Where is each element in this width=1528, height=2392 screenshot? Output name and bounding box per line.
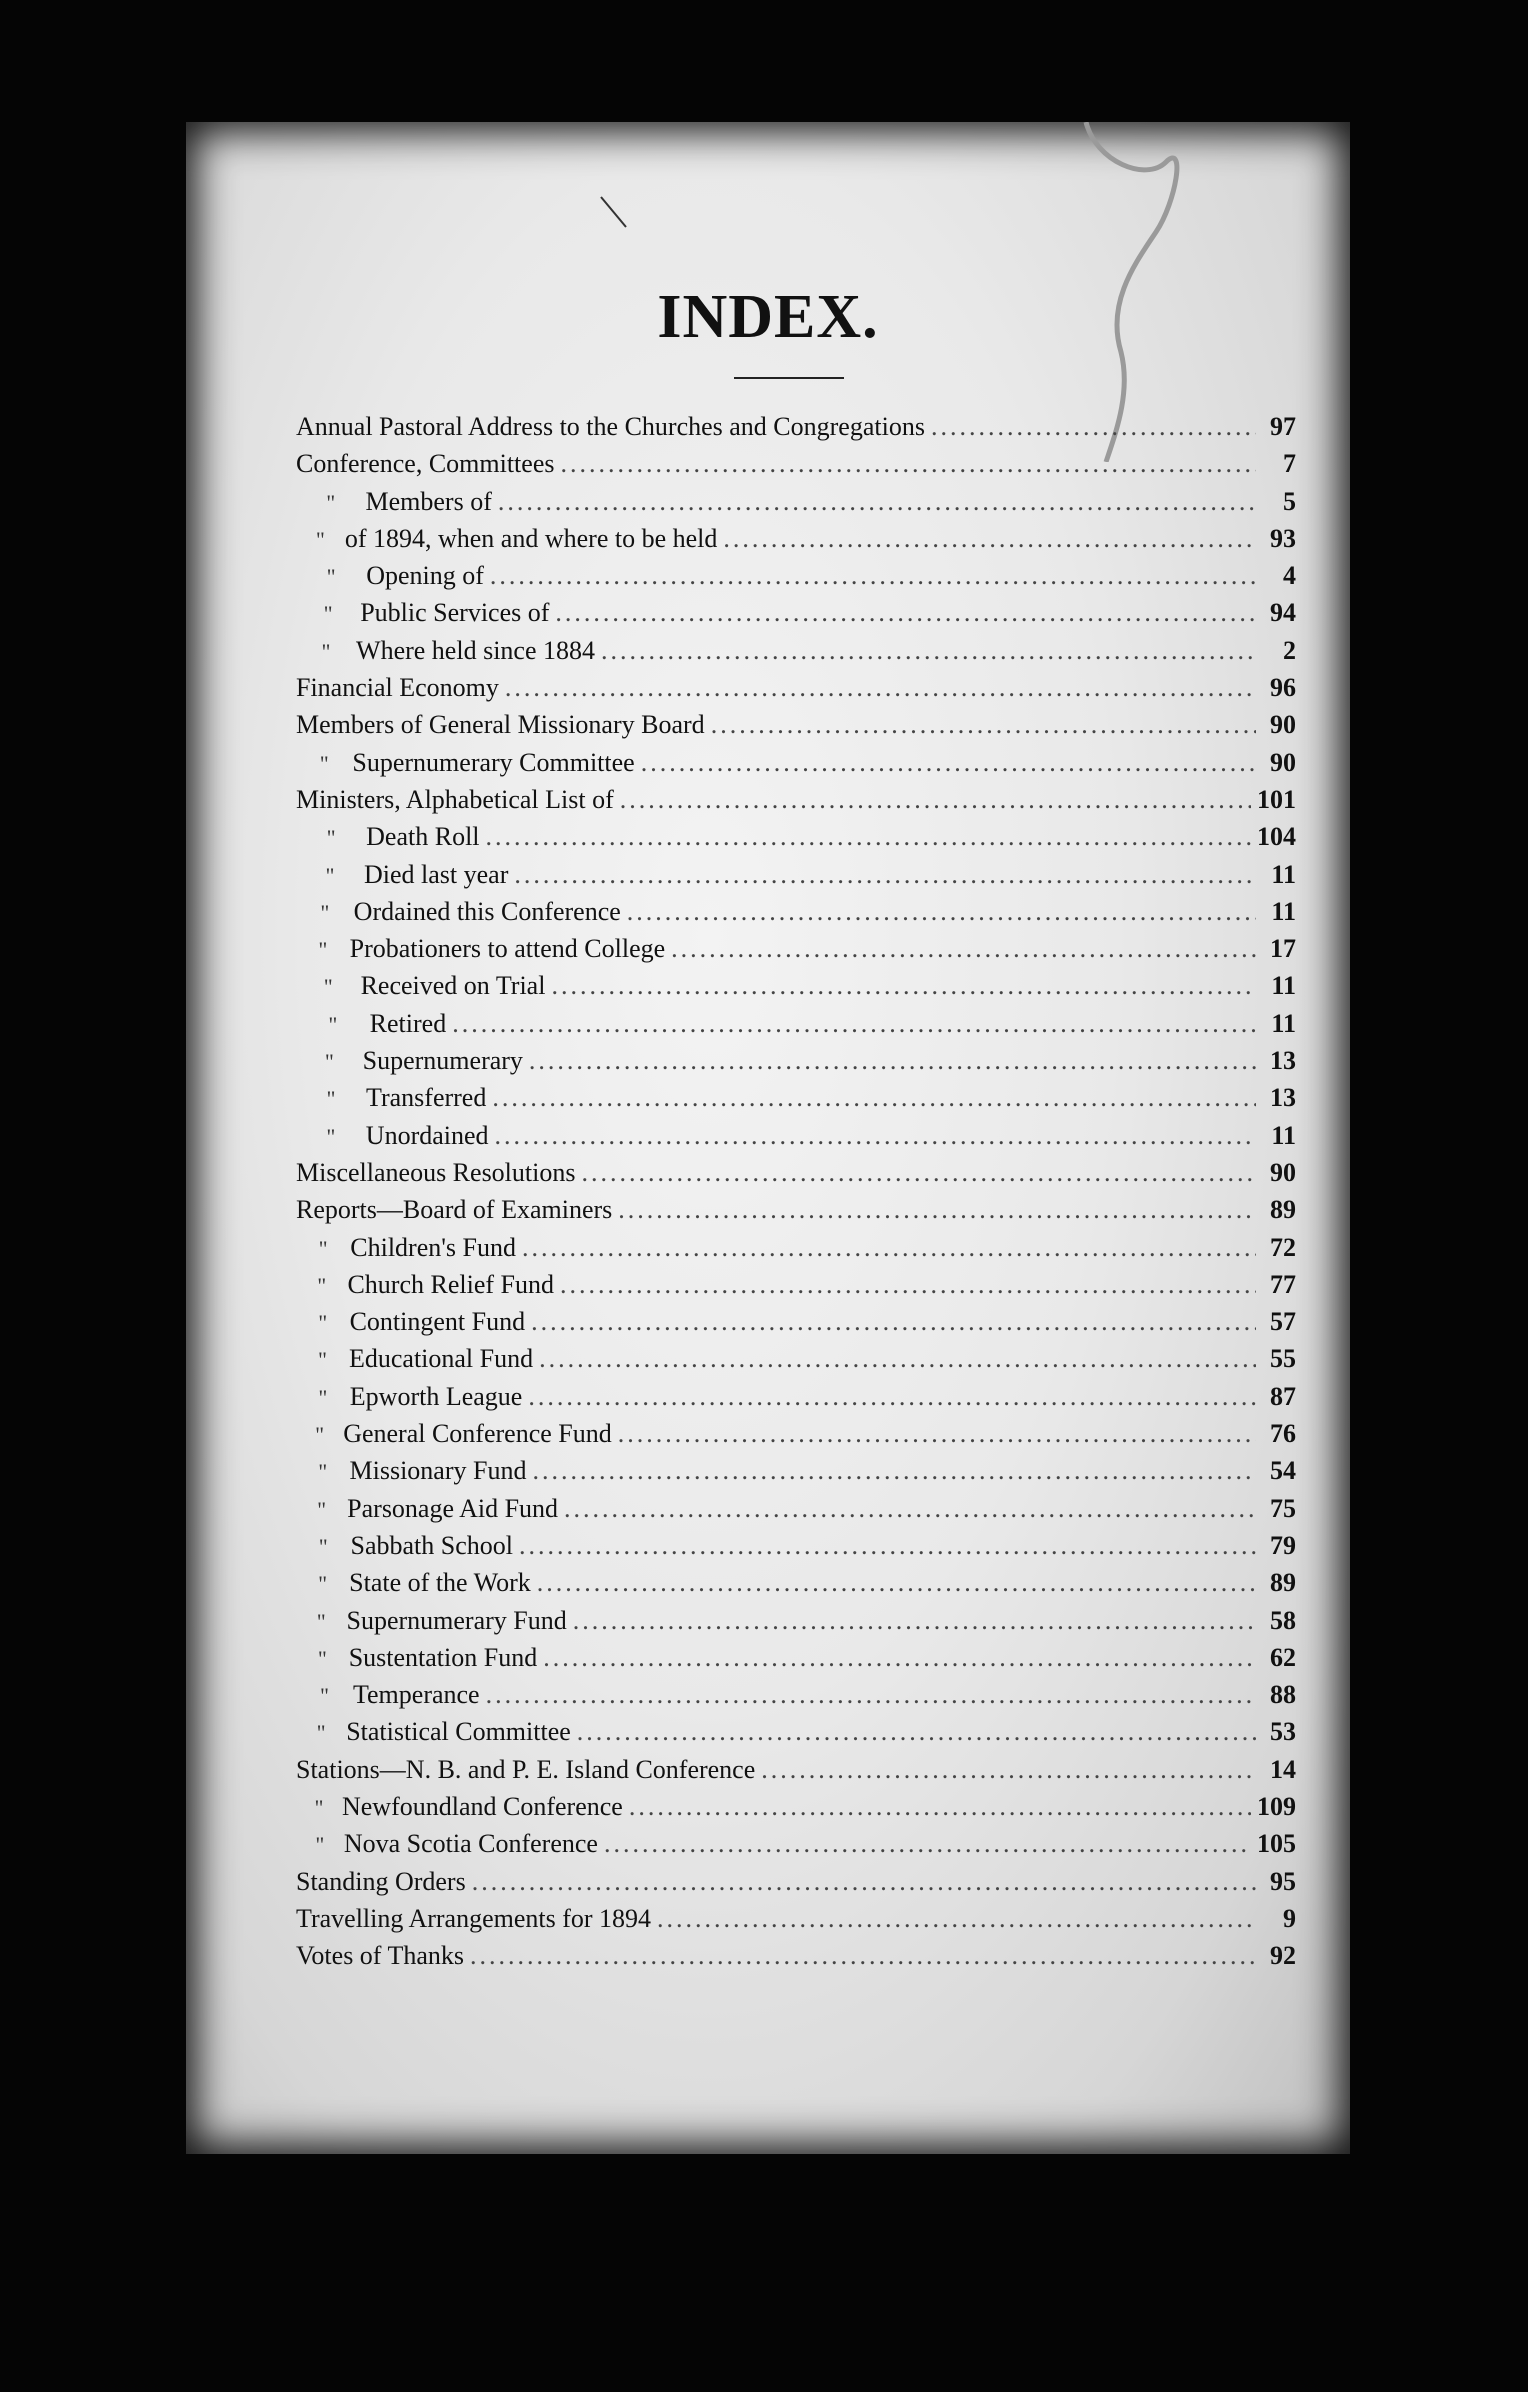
page-number: 62 — [1270, 1642, 1296, 1672]
ditto-mark: " — [317, 1645, 327, 1671]
page-number: 97 — [1270, 412, 1296, 441]
entry-label: Retired — [369, 1008, 447, 1038]
ditto-mark: " — [321, 638, 331, 664]
index-entry — [296, 822, 1296, 859]
page-number: 11 — [1271, 1120, 1296, 1150]
dot-leader — [560, 449, 1256, 479]
dot-leader — [486, 1680, 1256, 1710]
index-entry — [296, 934, 1296, 971]
ditto-mark: " — [318, 1459, 328, 1485]
index-entry — [296, 1494, 1296, 1531]
page-number: 89 — [1270, 1568, 1296, 1598]
ditto-mark: " — [316, 1720, 326, 1746]
page-number: 14 — [1270, 1754, 1296, 1784]
page-number: 54 — [1270, 1456, 1296, 1486]
page-number: 11 — [1271, 971, 1296, 1001]
index-entry — [296, 1941, 1296, 1978]
entry-label: Received on Trial — [360, 971, 546, 1001]
ditto-mark: " — [318, 1310, 328, 1336]
dot-leader — [618, 1195, 1256, 1225]
ditto-mark: " — [317, 1272, 327, 1298]
entry-label: Opening of — [366, 561, 484, 591]
page-number: 9 — [1283, 1903, 1296, 1933]
entry-label: Financial Economy — [296, 673, 499, 703]
dot-leader — [604, 1829, 1251, 1859]
ditto-mark: " — [320, 899, 330, 925]
index-entry — [296, 1046, 1296, 1083]
title-divider — [734, 377, 844, 379]
dot-leader — [539, 1344, 1256, 1374]
index-entry — [296, 1307, 1296, 1344]
ditto-mark: " — [326, 489, 336, 515]
index-entry — [296, 971, 1296, 1008]
dot-leader — [470, 1941, 1256, 1971]
dot-leader — [931, 412, 1256, 442]
dot-leader — [577, 1717, 1256, 1747]
entry-label: Standing Orders — [296, 1866, 466, 1896]
index-entry — [296, 636, 1296, 673]
entry-label: Contingent Fund — [349, 1307, 526, 1337]
page-number: 2 — [1283, 635, 1296, 665]
page-number: 11 — [1271, 859, 1296, 889]
entry-label: Ordained this Conference — [353, 896, 621, 926]
dot-leader — [543, 1643, 1256, 1673]
ditto-mark: " — [315, 526, 325, 552]
dot-leader — [711, 710, 1256, 740]
entry-label: General Conference Fund — [343, 1419, 612, 1449]
ditto-mark: " — [318, 1533, 328, 1559]
page-number: 5 — [1283, 486, 1296, 516]
ditto-mark: " — [318, 1347, 327, 1373]
page-number: 76 — [1270, 1419, 1296, 1449]
entry-label: Where held since 1884 — [356, 635, 595, 665]
page-number: 95 — [1270, 1866, 1296, 1896]
entry-label: Transferred — [366, 1083, 487, 1113]
ditto-mark: " — [323, 974, 333, 1000]
page-number: 89 — [1270, 1195, 1296, 1225]
ditto-mark: " — [326, 564, 336, 590]
ditto-mark: " — [318, 937, 328, 963]
index-entry — [296, 1195, 1296, 1232]
page-number: 79 — [1270, 1530, 1296, 1560]
index-entry — [296, 412, 1296, 449]
index-page — [186, 122, 1350, 2154]
index-entry — [296, 1456, 1296, 1493]
page-number: 101 — [1257, 784, 1296, 814]
entry-label: Conference, Committees — [296, 449, 555, 479]
ditto-mark: " — [324, 1049, 334, 1075]
index-entry — [296, 1792, 1296, 1829]
dot-leader — [657, 1904, 1256, 1934]
page-number: 92 — [1270, 1941, 1296, 1971]
entry-label: Missionary Fund — [349, 1456, 527, 1486]
entry-label: Sabbath School — [350, 1530, 513, 1560]
index-entry — [296, 748, 1296, 785]
page-number: 88 — [1270, 1680, 1296, 1710]
ditto-mark: " — [317, 1496, 327, 1522]
dot-leader — [671, 934, 1256, 964]
entry-label: Newfoundland Conference — [341, 1791, 623, 1821]
dot-leader — [601, 636, 1256, 666]
page-number: 11 — [1271, 896, 1296, 926]
ditto-mark: " — [325, 862, 335, 888]
ditto-mark: " — [318, 1571, 328, 1597]
dot-leader — [537, 1568, 1256, 1598]
dot-leader — [618, 1419, 1256, 1449]
page-number: 57 — [1270, 1307, 1296, 1337]
page-number: 13 — [1270, 1046, 1296, 1076]
ditto-mark: " — [319, 750, 329, 776]
dot-leader — [452, 1009, 1256, 1039]
entry-label: Members of General Missionary Board — [296, 710, 705, 740]
page-number: 17 — [1270, 934, 1296, 964]
dot-leader — [573, 1606, 1256, 1636]
page-title: INDEX. — [657, 283, 879, 351]
index-entry — [296, 1680, 1296, 1717]
dot-leader — [555, 598, 1256, 628]
entry-label: Church Relief Fund — [347, 1269, 554, 1299]
page-number: 90 — [1270, 747, 1296, 777]
entry-label: Nova Scotia Conference — [343, 1829, 598, 1859]
index-entry — [296, 860, 1296, 897]
page-number: 77 — [1270, 1269, 1296, 1299]
dot-leader — [498, 487, 1256, 517]
dot-leader — [627, 897, 1256, 927]
page-number: 109 — [1257, 1791, 1296, 1821]
page-number: 90 — [1270, 1157, 1296, 1187]
dot-leader — [560, 1270, 1256, 1300]
ditto-mark: " — [318, 1235, 328, 1261]
index-entry — [296, 1867, 1296, 1904]
index-entry — [296, 1717, 1296, 1754]
dot-leader — [629, 1792, 1251, 1822]
index-entry — [296, 524, 1296, 561]
index-entry — [296, 1606, 1296, 1643]
index-entry — [296, 1643, 1296, 1680]
index-entry — [296, 449, 1296, 486]
index-entry — [296, 1829, 1296, 1866]
entry-label: Travelling Arrangements for 1894 — [296, 1903, 652, 1933]
index-entry — [296, 1904, 1296, 1941]
index-entry — [296, 1568, 1296, 1605]
entry-label: Annual Pastoral Address to the Churches and Congregations — [296, 412, 925, 441]
ditto-mark: " — [326, 1123, 336, 1149]
entry-label: Reports—Board of Examiners — [296, 1195, 613, 1225]
ditto-mark: " — [326, 1086, 336, 1112]
ditto-mark: " — [326, 825, 336, 851]
entry-label: Sustentation Fund — [348, 1642, 538, 1672]
page-number: 96 — [1270, 673, 1296, 703]
dot-leader — [490, 561, 1256, 591]
page-number: 90 — [1270, 710, 1296, 740]
page-number: 105 — [1257, 1829, 1296, 1859]
ditto-mark: " — [319, 1683, 329, 1709]
dot-leader — [486, 822, 1251, 852]
entry-label: Parsonage Aid Fund — [347, 1493, 559, 1523]
page-number: 55 — [1270, 1344, 1296, 1374]
dot-leader — [551, 971, 1256, 1001]
page-number: 4 — [1283, 561, 1296, 591]
dot-leader — [522, 1233, 1256, 1263]
ditto-mark: " — [314, 1794, 324, 1820]
ditto-mark: " — [315, 1422, 325, 1448]
page-number: 11 — [1271, 1008, 1296, 1038]
page-number: 94 — [1270, 598, 1296, 628]
dot-leader — [564, 1494, 1256, 1524]
ditto-mark: " — [323, 601, 333, 627]
entry-label: Supernumerary — [362, 1046, 523, 1076]
dot-leader — [519, 1531, 1256, 1561]
page-number: 72 — [1270, 1232, 1296, 1262]
entry-label: Votes of Thanks — [296, 1941, 465, 1971]
dot-leader — [514, 860, 1256, 890]
entry-label: Miscellaneous Resolutions — [296, 1157, 576, 1187]
entry-label: Statistical Committee — [346, 1717, 571, 1747]
entry-label: Educational Fund — [348, 1344, 534, 1374]
dot-leader — [581, 1158, 1256, 1188]
index-entry — [296, 1121, 1296, 1158]
dot-leader — [492, 1083, 1256, 1113]
entry-label: Supernumerary Fund — [346, 1605, 567, 1635]
index-entry — [296, 1419, 1296, 1456]
page-number: 53 — [1270, 1717, 1296, 1747]
dot-leader — [495, 1121, 1256, 1151]
dot-leader — [761, 1755, 1256, 1785]
dot-leader — [641, 748, 1256, 778]
entry-label: Children's Fund — [350, 1232, 516, 1262]
page-number: 87 — [1270, 1381, 1296, 1411]
index-entry — [296, 1158, 1296, 1195]
index-entry — [296, 1531, 1296, 1568]
page-number: 13 — [1270, 1083, 1296, 1113]
index-entry — [296, 1344, 1296, 1381]
dot-leader — [529, 1046, 1256, 1076]
entry-label: State of the Work — [349, 1568, 531, 1598]
index-entry — [296, 1755, 1296, 1792]
entry-label: Supernumerary Committee — [352, 747, 635, 777]
entry-label: Unordained — [365, 1120, 489, 1150]
index-entry — [296, 487, 1296, 524]
ditto-mark: " — [318, 1384, 328, 1410]
index-entry — [296, 561, 1296, 598]
index-entry — [296, 897, 1296, 934]
dot-leader — [505, 673, 1256, 703]
index-entry — [296, 598, 1296, 635]
dot-leader — [531, 1307, 1256, 1337]
index-entry — [296, 1270, 1296, 1307]
entry-label: Probationers to attend College — [349, 934, 666, 964]
dot-leader — [528, 1382, 1256, 1412]
index-entry — [296, 1009, 1296, 1046]
ditto-mark: " — [316, 1608, 326, 1634]
entry-label: Epworth League — [349, 1381, 523, 1411]
entry-label: Ministers, Alphabetical List of — [296, 784, 614, 814]
entry-label: Died last year — [363, 859, 509, 889]
dot-leader — [620, 785, 1251, 815]
page-number: 104 — [1257, 822, 1296, 852]
ditto-mark: " — [315, 1832, 325, 1858]
dot-leader — [723, 524, 1256, 554]
dot-leader — [472, 1867, 1256, 1897]
index-list — [296, 412, 1296, 1978]
page-number: 93 — [1270, 523, 1296, 553]
page-number: 7 — [1283, 449, 1296, 479]
index-entry — [296, 1233, 1296, 1270]
entry-label: Members of — [365, 486, 492, 516]
index-entry — [296, 710, 1296, 747]
page-number: 75 — [1270, 1493, 1296, 1523]
stray-mark — [596, 192, 656, 252]
entry-label: of 1894, when and where to be held — [344, 523, 718, 553]
index-entry — [296, 785, 1296, 822]
index-entry — [296, 1382, 1296, 1419]
entry-label: Death Roll — [366, 822, 480, 852]
dot-leader — [532, 1456, 1256, 1486]
index-entry — [296, 1083, 1296, 1120]
entry-label: Public Services of — [360, 598, 550, 628]
page-number: 58 — [1270, 1605, 1296, 1635]
entry-label: Stations—N. B. and P. E. Island Conference — [296, 1754, 756, 1784]
entry-label: Temperance — [352, 1680, 480, 1710]
index-entry — [296, 673, 1296, 710]
ditto-mark: " — [328, 1011, 338, 1037]
